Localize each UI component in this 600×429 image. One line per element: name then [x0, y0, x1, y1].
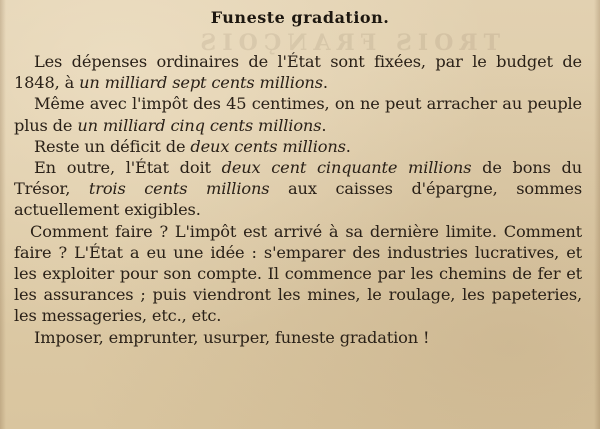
- emphasis-text: un milliard sept cents millions: [79, 73, 323, 93]
- bleed-through-text: TROIS FRANÇOIS: [194, 30, 500, 56]
- paragraph-tax: [14, 93, 582, 135]
- emphasis-text: deux cent cinquante millions: [221, 158, 472, 178]
- text-run: Reste un déficit de: [34, 136, 191, 156]
- emphasis-text: deux cents millions: [190, 136, 346, 156]
- text-run: En outre, l'État doit: [34, 158, 222, 178]
- emphasis-text: trois cents millions: [88, 179, 270, 199]
- paragraph-conclusion: [14, 327, 582, 348]
- paragraph-debts: [14, 157, 582, 221]
- text-run: .: [322, 73, 328, 93]
- article-body: [14, 51, 582, 348]
- text-run: Les dépenses ordinaires de l'État sont fixées, par le budget de 1848, à: [14, 52, 582, 93]
- text-run: Même avec l'impôt des 45 centimes, on ne peut arracher au peuple plus de: [14, 94, 582, 135]
- paragraph-budget: [14, 51, 582, 93]
- text-run: Imposer, emprunter, usurper, funeste gradation !: [34, 327, 430, 347]
- text-run: .: [321, 115, 327, 135]
- text-run: .: [345, 136, 351, 156]
- text-run: de bons du Trésor,: [14, 158, 582, 199]
- text-run: Comment faire ? L'impôt est arrivé à sa dernière limite. Comment faire ? L'État a eu une idée : s'emparer des industries lucratives, et les exploiter pour son compte. Il commence par les chemins de fer et les assurances ; puis viendront les mines, le roulage, les papeteries, les messageries, etc., etc.: [14, 221, 582, 326]
- page-edge-left: [0, 0, 6, 429]
- paragraph-deficit: [14, 136, 582, 157]
- paragraph-solution: [14, 221, 582, 327]
- article-title: Funeste gradation.: [210, 8, 390, 27]
- page-edge-right: [594, 0, 600, 429]
- text-run: aux caisses d'épargne, sommes actuellement exigibles.: [14, 179, 583, 220]
- emphasis-text: un milliard cinq cents millions: [77, 115, 322, 135]
